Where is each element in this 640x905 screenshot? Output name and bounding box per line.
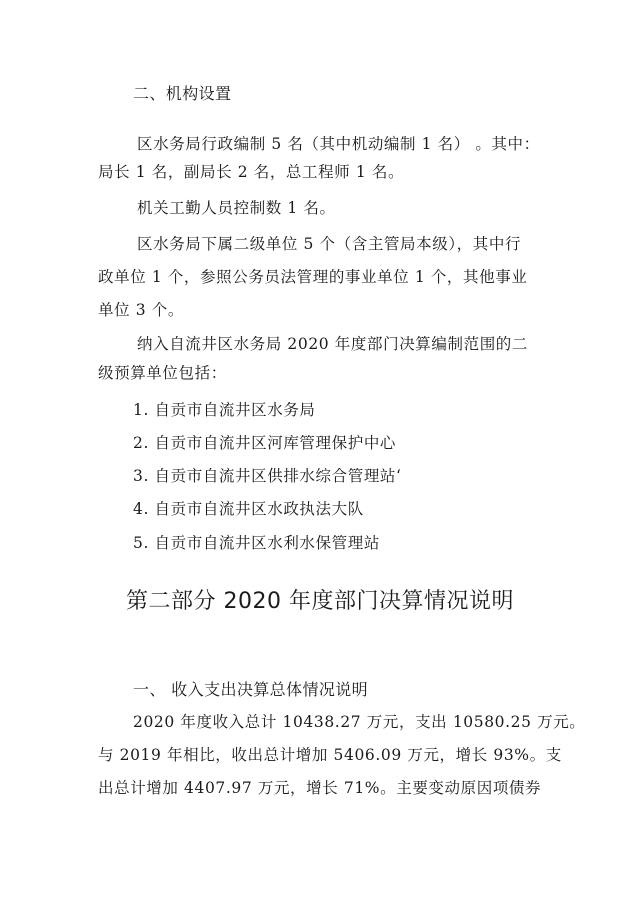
section-heading-organization: 二、机构设置 bbox=[133, 84, 232, 103]
section-heading-revenue-expenditure: 一、 收入支出决算总体情况说明 bbox=[133, 680, 369, 699]
list-item-unit-4: 4. 自贡市自流井区水政执法大队 bbox=[133, 500, 364, 518]
paragraph-staffing-line-1: 区水务局行政编制 5 名（其中机动编制 1 名） 。其中： bbox=[137, 135, 540, 153]
list-item-unit-1: 1. 自贡市自流井区水务局 bbox=[133, 401, 316, 419]
list-item-unit-2: 2. 自贡市自流井区河库管理保护中心 bbox=[133, 434, 397, 452]
paragraph-subunits-line-2: 政单位 1 个，参照公务员法管理的事业单位 1 个，其他事业 bbox=[98, 268, 528, 286]
paragraph-subunits-line-1: 区水务局下属二级单位 5 个（含主管局本级），其中行 bbox=[137, 235, 522, 253]
paragraph-summary-line-2: 与 2019 年相比，收出总计增加 5406.09 万元，增长 93%。支 bbox=[98, 746, 562, 764]
paragraph-budget-units-line-2: 级预算单位包括： bbox=[98, 364, 227, 382]
paragraph-summary-line-1: 2020 年度收入总计 10438.27 万元，支出 10580.25 万元。 bbox=[133, 713, 586, 731]
paragraph-summary-line-3: 出总计增加 4407.97 万元，增长 71%。主要变动原因项债券 bbox=[98, 779, 542, 797]
paragraph-budget-units-line-1: 纳入自流井区水务局 2020 年度部门决算编制范围的二 bbox=[137, 335, 529, 353]
paragraph-workers-line-1: 机关工勤人员控制数 1 名。 bbox=[137, 199, 336, 217]
part-two-title: 第二部分 2020 年度部门决算情况说明 bbox=[126, 589, 514, 614]
list-item-unit-5: 5. 自贡市自流井区水利水保管理站 bbox=[133, 534, 380, 552]
list-item-unit-3: 3. 自贡市自流井区供排水综合管理站‘ bbox=[133, 467, 402, 485]
paragraph-subunits-line-3: 单位 3 个。 bbox=[98, 301, 184, 319]
paragraph-staffing-line-2: 局长 1 名，副局长 2 名，总工程师 1 名。 bbox=[98, 163, 405, 181]
